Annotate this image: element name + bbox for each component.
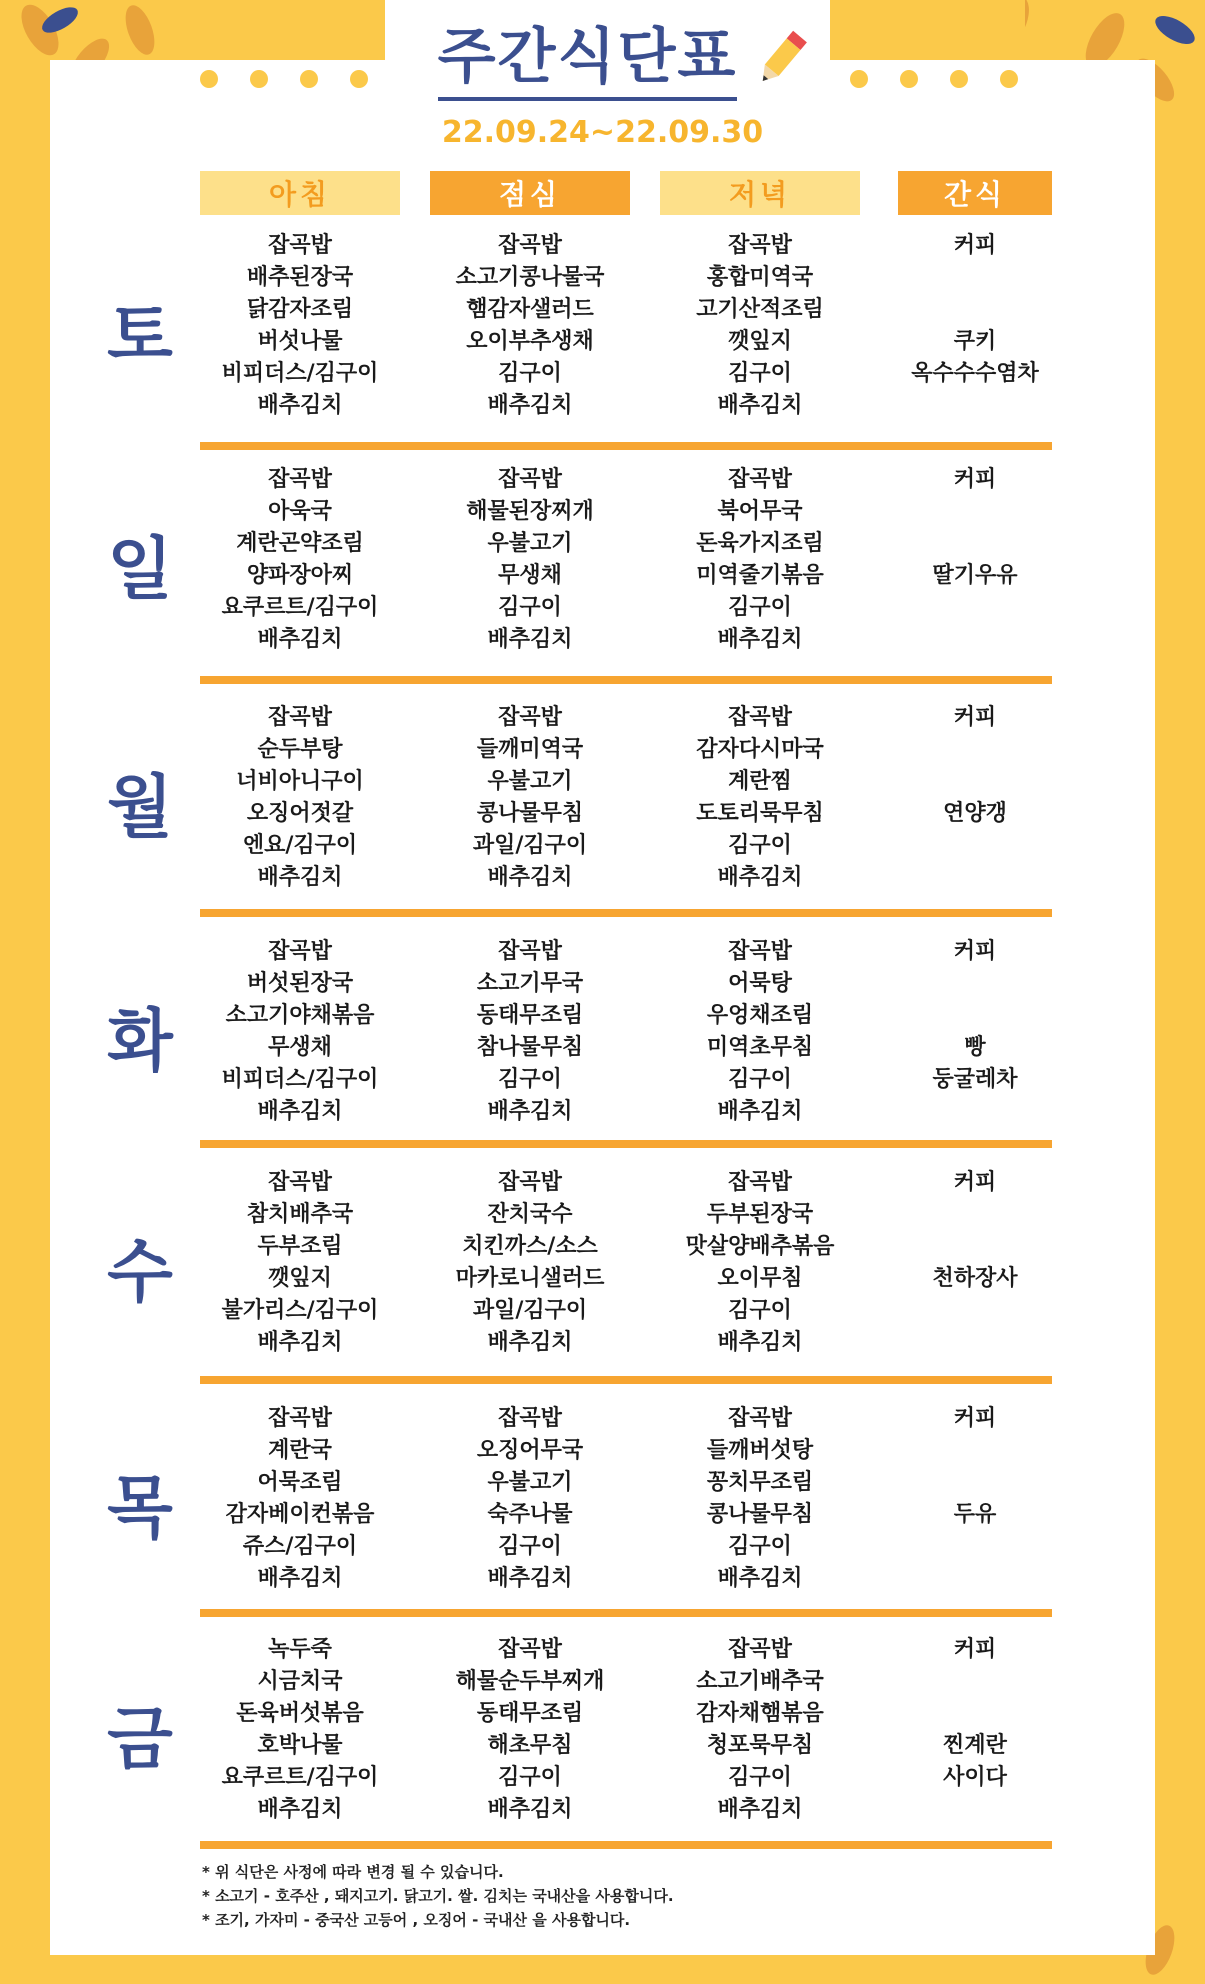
lunch-menu <box>430 1167 630 1359</box>
menu-item: 계란곤약조림 <box>236 531 364 556</box>
snack-menu <box>898 230 1052 422</box>
menu-item: 커피 <box>953 233 997 258</box>
menu-item: 커피 <box>953 705 997 730</box>
dinner-menu <box>660 1167 860 1359</box>
day-row <box>0 1634 1205 1834</box>
menu-item: 해물순두부찌개 <box>455 1669 605 1694</box>
row-divider <box>200 1376 1052 1384</box>
dinner-menu <box>660 230 860 422</box>
menu-item <box>898 1666 1052 1698</box>
dinner-menu <box>660 702 860 894</box>
header-dinner: 저녁 <box>660 171 860 215</box>
breakfast-menu <box>200 1634 400 1826</box>
breakfast-menu <box>200 702 400 894</box>
menu-item <box>898 734 1052 766</box>
menu-item: 감자베이컨볶음 <box>225 1502 375 1527</box>
menu-item: 참나물무침 <box>476 1035 584 1060</box>
menu-item: 소고기야채볶음 <box>225 1003 375 1028</box>
lunch-menu <box>430 230 630 422</box>
dinner-menu <box>660 936 860 1128</box>
menu-item: 배추김치 <box>717 1099 803 1124</box>
menu-item: 커피 <box>953 1637 997 1662</box>
menu-item: 아욱국 <box>268 499 332 524</box>
menu-item <box>898 1000 1052 1032</box>
menu-item <box>898 1435 1052 1467</box>
menu-item: 미역초무침 <box>706 1035 814 1060</box>
menu-item: 김구이 <box>728 1067 792 1092</box>
menu-item: 배추김치 <box>717 393 803 418</box>
snack-menu <box>898 936 1052 1128</box>
menu-item <box>898 1563 1052 1595</box>
menu-item <box>898 496 1052 528</box>
menu-item: 김구이 <box>498 361 562 386</box>
dinner-menu <box>660 1634 860 1826</box>
menu-item: 배추김치 <box>717 1797 803 1822</box>
day-label: 수 <box>107 1233 173 1313</box>
menu-item: 감자다시마국 <box>696 737 824 762</box>
menu-item: 들깨미역국 <box>476 737 584 762</box>
menu-item: 배추김치 <box>257 1797 343 1822</box>
menu-item: 과일/김구이 <box>472 1298 588 1323</box>
day-row <box>0 1167 1205 1367</box>
menu-item: 감자채햄볶음 <box>696 1701 824 1726</box>
menu-item <box>898 1467 1052 1499</box>
menu-item <box>898 624 1052 656</box>
snack-menu <box>898 1167 1052 1359</box>
dinner-menu <box>660 464 860 656</box>
menu-item <box>898 862 1052 894</box>
menu-item: 요쿠르트/김구이 <box>221 595 379 620</box>
menu-item <box>898 968 1052 1000</box>
menu-item: 커피 <box>953 1406 997 1431</box>
menu-item: 배추김치 <box>717 865 803 890</box>
menu-item: 우엉채조림 <box>706 1003 814 1028</box>
snack-menu <box>898 1403 1052 1595</box>
menu-item: 오이부추생채 <box>466 329 594 354</box>
menu-item: 배추김치 <box>257 1099 343 1124</box>
menu-item: 들깨버섯탕 <box>706 1438 814 1463</box>
row-divider <box>200 676 1052 684</box>
day-label: 목 <box>107 1469 173 1549</box>
menu-item: 닭감자조림 <box>246 297 354 322</box>
lunch-menu <box>430 1403 630 1595</box>
day-label: 일 <box>107 530 173 610</box>
menu-item: 김구이 <box>498 1067 562 1092</box>
menu-item: 잡곡밥 <box>728 705 792 730</box>
menu-item: 쿠키 <box>953 329 997 354</box>
day-row <box>0 230 1205 430</box>
menu-item <box>898 262 1052 294</box>
menu-item: 사이다 <box>943 1765 1007 1790</box>
lunch-menu <box>430 702 630 894</box>
menu-item: 오징어무국 <box>476 1438 584 1463</box>
footnote: * 조기, 가자미 - 중국산 고등어 , 오징어 - 국내산 을 사용합니다. <box>202 1911 631 1929</box>
menu-item: 김구이 <box>728 1534 792 1559</box>
menu-item: 너비아니구이 <box>236 769 364 794</box>
menu-item: 잡곡밥 <box>728 1170 792 1195</box>
day-row <box>0 702 1205 902</box>
menu-item <box>898 1327 1052 1359</box>
day-row <box>0 1403 1205 1603</box>
menu-item: 소고기무국 <box>476 971 584 996</box>
menu-item: 연양갱 <box>943 801 1007 826</box>
menu-item: 잡곡밥 <box>268 1170 332 1195</box>
breakfast-menu <box>200 1403 400 1595</box>
menu-item: 청포묵무침 <box>706 1733 814 1758</box>
menu-item: 배추김치 <box>257 627 343 652</box>
lunch-menu <box>430 1634 630 1826</box>
menu-item: 소고기콩나물국 <box>455 265 605 290</box>
menu-item: 비피더스/김구이 <box>221 1067 379 1092</box>
menu-item: 김구이 <box>728 361 792 386</box>
menu-item: 커피 <box>953 1170 997 1195</box>
menu-item: 숙주나물 <box>487 1502 573 1527</box>
menu-item: 양파장아찌 <box>246 563 354 588</box>
menu-item: 호박나물 <box>257 1733 343 1758</box>
menu-item: 두유 <box>953 1502 997 1527</box>
menu-item: 잡곡밥 <box>498 1170 562 1195</box>
menu-item: 배추김치 <box>717 627 803 652</box>
menu-item: 돈육버섯볶음 <box>236 1701 364 1726</box>
lunch-menu <box>430 464 630 656</box>
menu-item: 북어무국 <box>717 499 803 524</box>
menu-item: 고기산적조림 <box>696 297 824 322</box>
menu-item: 우불고기 <box>487 1470 573 1495</box>
menu-item: 배추김치 <box>487 627 573 652</box>
menu-item: 배추김치 <box>487 865 573 890</box>
menu-item: 해초무침 <box>487 1733 573 1758</box>
menu-item: 해물된장찌개 <box>466 499 594 524</box>
header-lunch: 점심 <box>430 171 630 215</box>
day-row <box>0 936 1205 1136</box>
menu-item <box>898 830 1052 862</box>
menu-item: 깻잎지 <box>268 1266 332 1291</box>
snack-menu <box>898 1634 1052 1826</box>
row-divider <box>200 442 1052 450</box>
header-snack: 간식 <box>898 171 1052 215</box>
menu-item: 두부조림 <box>257 1234 343 1259</box>
menu-item <box>898 592 1052 624</box>
menu-item: 버섯된장국 <box>246 971 354 996</box>
menu-item: 동태무조림 <box>476 1701 584 1726</box>
breakfast-menu <box>200 936 400 1128</box>
menu-item: 콩나물무침 <box>706 1502 814 1527</box>
day-label: 금 <box>107 1700 173 1780</box>
menu-item: 배추김치 <box>487 1330 573 1355</box>
menu-item: 배추김치 <box>717 1330 803 1355</box>
menu-item <box>898 1231 1052 1263</box>
menu-item: 계란찜 <box>728 769 792 794</box>
menu-item: 김구이 <box>498 1534 562 1559</box>
menu-item: 녹두죽 <box>268 1637 332 1662</box>
menu-item: 잡곡밥 <box>728 1637 792 1662</box>
page-title: 주간식단표 <box>438 9 738 101</box>
menu-item: 잡곡밥 <box>268 705 332 730</box>
menu-item: 오징어젓갈 <box>246 801 354 826</box>
menu-item <box>898 1199 1052 1231</box>
menu-item: 딸기우유 <box>932 563 1018 588</box>
menu-item <box>898 1096 1052 1128</box>
menu-item: 배추김치 <box>487 1566 573 1591</box>
menu-item: 커피 <box>953 467 997 492</box>
menu-item: 잡곡밥 <box>498 939 562 964</box>
menu-item: 잡곡밥 <box>268 1406 332 1431</box>
menu-item: 배추김치 <box>257 1330 343 1355</box>
menu-item: 배추김치 <box>717 1566 803 1591</box>
pencil-icon <box>755 28 810 88</box>
day-label: 토 <box>107 296 173 376</box>
menu-item: 잡곡밥 <box>728 233 792 258</box>
menu-item: 요쿠르트/김구이 <box>221 1765 379 1790</box>
menu-item: 잡곡밥 <box>728 939 792 964</box>
row-divider <box>200 1140 1052 1148</box>
menu-item <box>898 528 1052 560</box>
menu-item: 잔치국수 <box>487 1202 573 1227</box>
menu-item: 비피더스/김구이 <box>221 361 379 386</box>
menu-item: 콩나물무침 <box>476 801 584 826</box>
row-divider <box>200 909 1052 917</box>
menu-item: 참치배추국 <box>246 1202 354 1227</box>
menu-item: 배추된장국 <box>246 265 354 290</box>
dinner-menu <box>660 1403 860 1595</box>
menu-item: 무생채 <box>498 563 562 588</box>
menu-item: 김구이 <box>728 1765 792 1790</box>
date-range: 22.09.24~22.09.30 <box>441 115 764 150</box>
menu-item: 옥수수수염차 <box>911 361 1039 386</box>
menu-item <box>898 390 1052 422</box>
menu-item <box>898 766 1052 798</box>
menu-item: 둥굴레차 <box>932 1067 1018 1092</box>
breakfast-menu <box>200 1167 400 1359</box>
menu-item: 버섯나물 <box>257 329 343 354</box>
menu-item: 엔요/김구이 <box>242 833 358 858</box>
menu-item <box>898 294 1052 326</box>
menu-item: 오이무침 <box>717 1266 803 1291</box>
menu-item: 두부된장국 <box>706 1202 814 1227</box>
menu-item: 잡곡밥 <box>268 233 332 258</box>
menu-item: 배추김치 <box>257 1566 343 1591</box>
day-label: 화 <box>107 1002 173 1082</box>
menu-item: 배추김치 <box>487 1797 573 1822</box>
menu-item: 미역줄기볶음 <box>696 563 824 588</box>
breakfast-menu <box>200 230 400 422</box>
menu-item: 마카로니샐러드 <box>455 1266 605 1291</box>
menu-item: 불가리스/김구이 <box>221 1298 379 1323</box>
menu-item: 무생채 <box>268 1035 332 1060</box>
menu-item <box>898 1295 1052 1327</box>
menu-item: 천하장사 <box>932 1266 1018 1291</box>
menu-item: 어묵탕 <box>728 971 792 996</box>
menu-item: 김구이 <box>498 1765 562 1790</box>
menu-item: 배추김치 <box>257 865 343 890</box>
breakfast-menu <box>200 464 400 656</box>
menu-item: 햄감자샐러드 <box>466 297 594 322</box>
menu-item: 동태무조림 <box>476 1003 584 1028</box>
menu-item: 시금치국 <box>257 1669 343 1694</box>
lunch-menu <box>430 936 630 1128</box>
menu-item: 배추김치 <box>257 393 343 418</box>
header-breakfast: 아침 <box>200 171 400 215</box>
day-label: 월 <box>107 768 173 848</box>
menu-item: 김구이 <box>728 833 792 858</box>
menu-item: 김구이 <box>498 595 562 620</box>
snack-menu <box>898 702 1052 894</box>
menu-item: 잡곡밥 <box>268 939 332 964</box>
menu-item: 잡곡밥 <box>498 233 562 258</box>
menu-item: 계란국 <box>268 1438 332 1463</box>
menu-item: 우불고기 <box>487 531 573 556</box>
menu-item: 쥬스/김구이 <box>242 1534 358 1559</box>
snack-menu <box>898 464 1052 656</box>
menu-item: 빵 <box>964 1035 986 1060</box>
menu-item: 잡곡밥 <box>268 467 332 492</box>
menu-item <box>898 1531 1052 1563</box>
menu-item <box>898 1698 1052 1730</box>
row-divider <box>200 1841 1052 1849</box>
footnote: * 위 식단은 사정에 따라 변경 될 수 있습니다. <box>202 1863 504 1881</box>
menu-item: 깻잎지 <box>728 329 792 354</box>
footnotes <box>202 1860 674 1932</box>
menu-item: 잡곡밥 <box>498 1637 562 1662</box>
menu-item: 잡곡밥 <box>728 467 792 492</box>
menu-item: 꽁치무조림 <box>706 1470 814 1495</box>
menu-item: 순두부탕 <box>257 737 343 762</box>
menu-item: 배추김치 <box>487 393 573 418</box>
menu-item: 도토리묵무침 <box>696 801 824 826</box>
menu-item: 김구이 <box>728 1298 792 1323</box>
menu-item: 우불고기 <box>487 769 573 794</box>
menu-item: 잡곡밥 <box>498 467 562 492</box>
menu-item: 소고기배추국 <box>696 1669 824 1694</box>
menu-item <box>898 1794 1052 1826</box>
menu-item: 맛살양배추볶음 <box>685 1234 835 1259</box>
menu-item: 치킨까스/소스 <box>462 1234 598 1259</box>
menu-item: 홍합미역국 <box>706 265 814 290</box>
menu-item: 과일/김구이 <box>472 833 588 858</box>
menu-item: 잡곡밥 <box>498 1406 562 1431</box>
menu-item: 김구이 <box>728 595 792 620</box>
menu-item: 어묵조림 <box>257 1470 343 1495</box>
menu-item: 돈육가지조림 <box>696 531 824 556</box>
footnote: * 소고기 - 호주산 , 돼지고기. 닭고기. 쌀. 김치는 국내산을 사용합니다. <box>202 1887 674 1905</box>
row-divider <box>200 1609 1052 1617</box>
day-row <box>0 464 1205 664</box>
menu-item: 찐계란 <box>943 1733 1007 1758</box>
menu-item: 배추김치 <box>487 1099 573 1124</box>
menu-item: 잡곡밥 <box>498 705 562 730</box>
menu-item: 잡곡밥 <box>728 1406 792 1431</box>
menu-item: 커피 <box>953 939 997 964</box>
